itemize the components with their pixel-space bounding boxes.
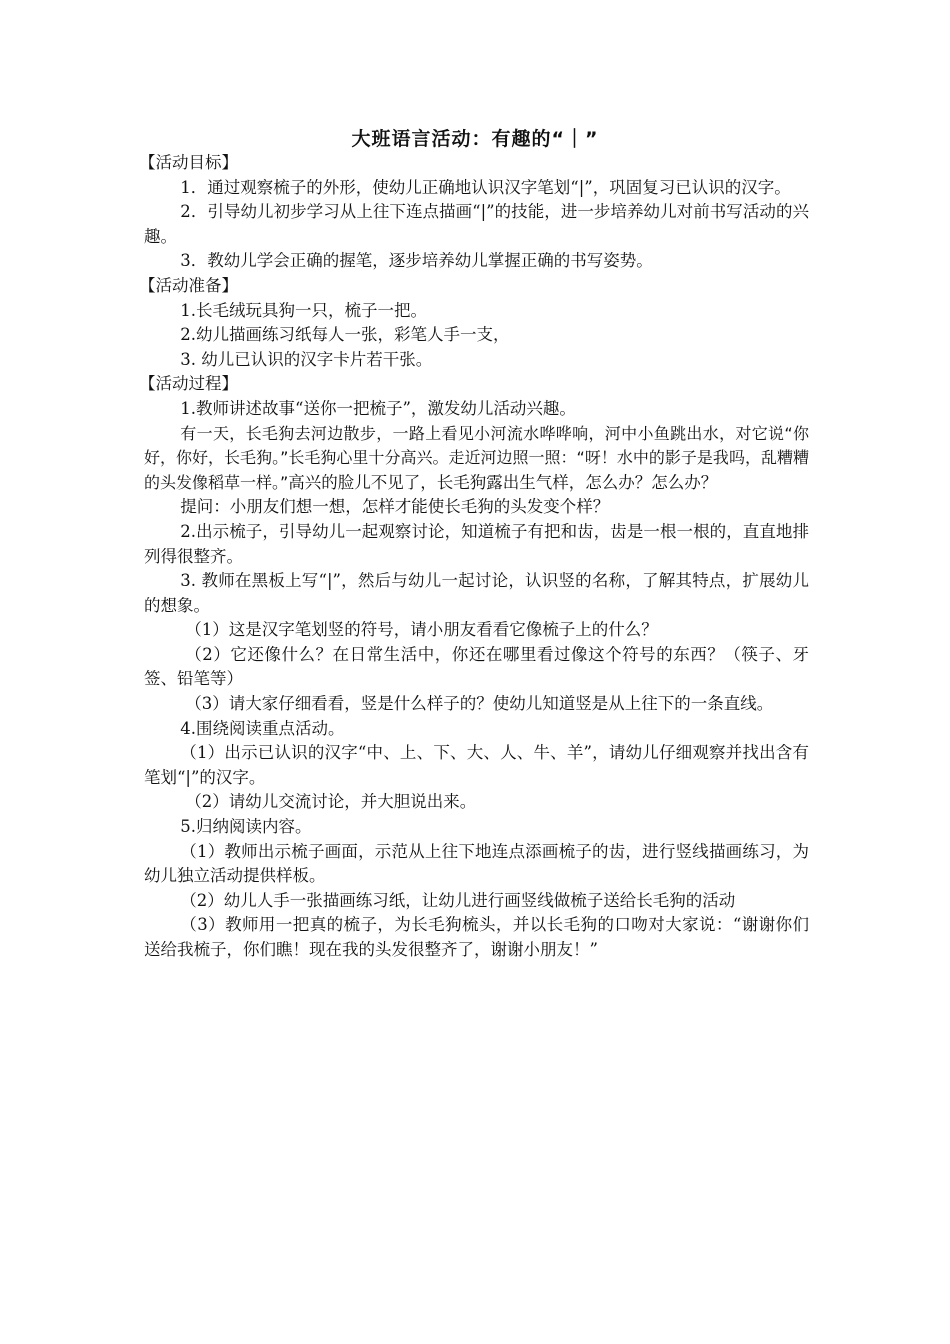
process-step-3: 3. 教师在黑板上写“|”，然后与幼儿一起讨论，认识竖的名称，了解其特点，扩展幼儿的想象。 [144, 571, 809, 615]
process-step-4: 4.围绕阅读重点活动。 [180, 718, 345, 738]
goal-item-3: 3．教幼儿学会正确的握笔，逐步培养幼儿掌握正确的书写姿势。 [180, 251, 653, 271]
process-step-4-1: （1）出示已认识的汉字“中、上、下、大、人、牛、羊”，请幼儿仔细观察并找出含有笔划“|”的汉字。 [144, 743, 809, 787]
process-step-3-3: （3）请大家仔细看看，竖是什么样子的？使幼儿知道竖是从上往下的一条直线。 [185, 694, 774, 714]
section-heading-goals: 【活动目标】 [139, 153, 238, 172]
process-step-3-1: （1）这是汉字笔划竖的符号，请小朋友看看它像梳子上的什么？ [185, 620, 658, 640]
prep-item-3: 3. 幼儿已认识的汉字卡片若干张。 [180, 349, 433, 369]
story-text: 有一天，长毛狗去河边散步，一路上看见小河流水哗哗响，河中小鱼跳出水，对它说“你好，你好，长毛狗。”长毛狗心里十分高兴。走近河边照一照：“呀！水中的影子是我吗，乱糟糟的头发像稻草一样。” [144, 423, 809, 492]
process-step-5-3: （3）教师用一把真的梳子，为长毛狗梳头，并以长毛狗的口吻对大家说：“谢谢你们送给我梳子，你们瞧！现在我的头发很整齐了，谢谢小朋友！” [144, 915, 809, 959]
prep-item-1: 1.长毛绒玩具狗一只，梳子一把。 [180, 300, 428, 320]
story-tail: 高兴的脸儿不见了，长毛狗露出生气样，怎么办？怎么办？ [288, 472, 718, 492]
process-step-4-2: （2）请幼儿交流讨论，并大胆说出来。 [185, 792, 477, 812]
section-heading-process: 【活动过程】 [139, 374, 238, 394]
goal-item-1: 1．通过观察梳子的外形，使幼儿正确地认识汉字笔划“|”，巩固复习已认识的汉字。 [180, 177, 791, 197]
prep-item-2: 2.幼儿描画练习纸每人一张，彩笔人手一支， [180, 325, 510, 345]
process-step-2: 2.出示梳子，引导幼儿一起观察讨论，知道梳子有把和齿，齿是一根一根的，直直地排列得很整齐。 [144, 521, 809, 566]
section-heading-prep: 【活动准备】 [139, 275, 238, 295]
question-paragraph: 提问：小朋友们想一想，怎样才能使长毛狗的头发变个样？ [180, 497, 610, 517]
process-step-5-2: （2）幼儿人手一张描画练习纸，让幼儿进行画竖线做梳子送给长毛狗的活动 [180, 890, 736, 910]
process-step-1: 1.教师讲述故事“送你一把梳子”，激发幼儿活动兴趣。 [180, 398, 576, 418]
document-title: 大班语言活动：有趣的“｜” [351, 128, 599, 150]
process-step-5-1: （1）教师出示梳子画面，示范从上往下地连点添画梳子的齿，进行竖线描画练习，为幼儿独立活动提供样板。 [144, 841, 809, 886]
document-body [139, 151, 809, 963]
process-step-3-2: （2）它还像什么？在日常生活中，你还在哪里看过像这个符号的东西？（筷子、牙签、铅笔等） [144, 644, 809, 689]
goal-item-2: 2．引导幼儿初步学习从上往下连点描画“|”的技能，进一步培养幼儿对前书写活动的兴趣。 [144, 202, 809, 246]
process-step-5: 5.归纳阅读内容。 [180, 817, 312, 837]
story-paragraph [144, 422, 809, 496]
